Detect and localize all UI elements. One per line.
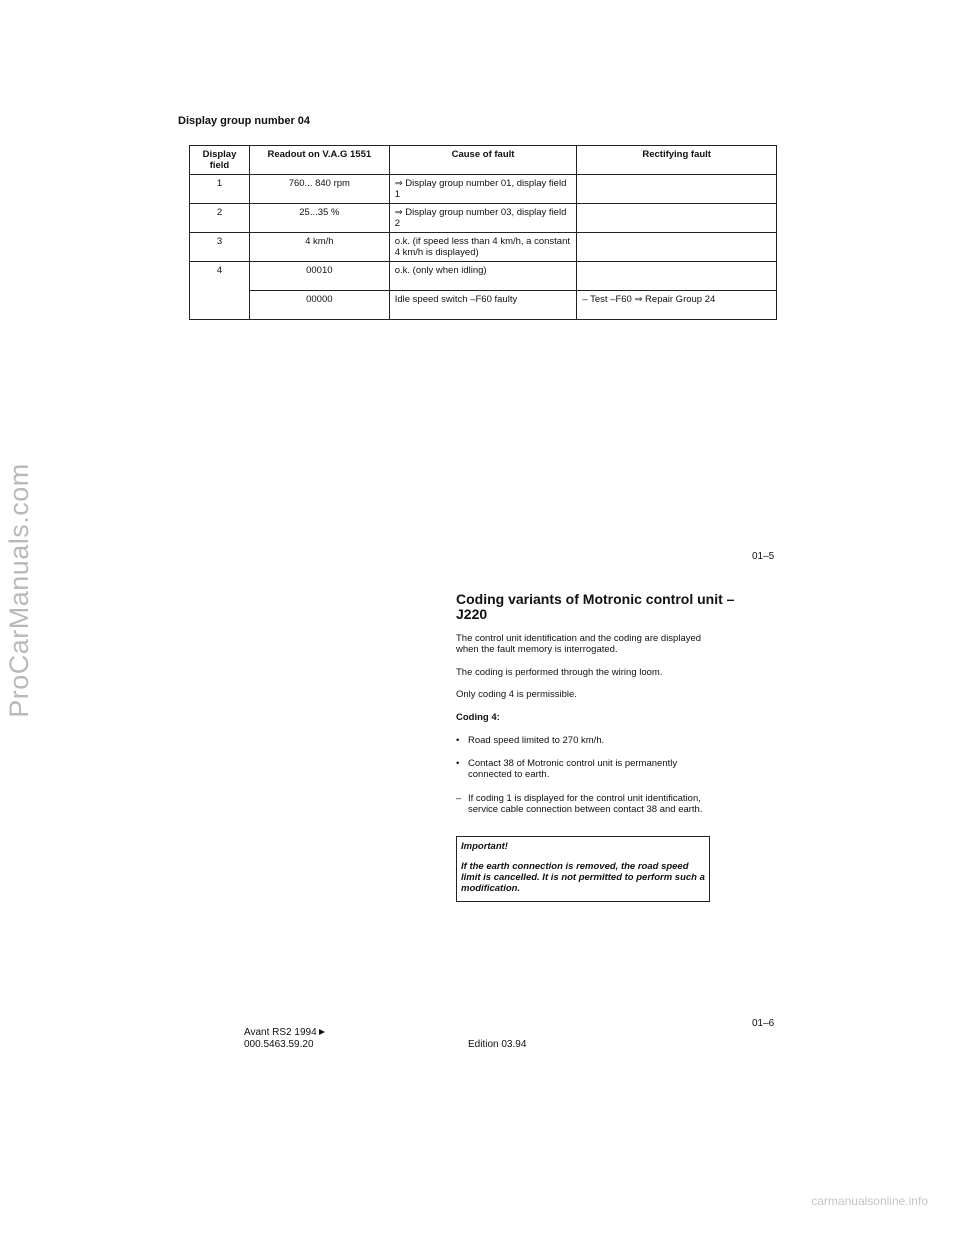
site-watermark: carmanualsonline.info [811, 1194, 928, 1208]
footer-part-number: 000.5463.59.20 [244, 1039, 314, 1050]
cell-readout: 760... 840 rpm [249, 175, 389, 204]
bullet-text: Contact 38 of Motronic control unit is permanently connected to earth. [468, 758, 678, 780]
header-readout: Readout on V.A.G 1551 [249, 146, 389, 175]
dash-icon: – [456, 793, 462, 804]
cell-field: 3 [190, 233, 250, 262]
header-rectifying: Rectifying fault [577, 146, 777, 175]
footer-model-text: Avant RS2 1994 [244, 1027, 317, 1038]
coding-only: Only coding 4 is permissible. [456, 689, 577, 700]
coding-wiring: The coding is performed through the wiring loom. [456, 667, 663, 678]
important-title: Important! [461, 841, 508, 852]
cell-fix [577, 262, 777, 291]
cell-readout: 00000 [249, 291, 389, 320]
cell-fix: – Test –F60 ⇒ Repair Group 24 [577, 291, 777, 320]
bullet-text: Road speed limited to 270 km/h. [468, 735, 605, 746]
cell-fix [577, 233, 777, 262]
cell-readout: 4 km/h [249, 233, 389, 262]
bullet-icon: • [456, 735, 460, 746]
coding-heading: Coding variants of Motronic control unit –J220 [456, 591, 735, 622]
cell-cause: o.k. (only when idling) [389, 262, 577, 291]
dash-text: If coding 1 is displayed for the control unit identification, service cable connection between contact 38 and earth. [468, 793, 703, 815]
bullet-icon: • [456, 758, 460, 769]
page-number-bottom: 01–6 [752, 1018, 775, 1029]
page-number-top: 01–5 [752, 551, 775, 562]
coding-label: Coding 4: [456, 712, 500, 723]
cell-field [190, 291, 250, 320]
coding-intro: The control unit identification and the coding are displayed when the fault memory is interrogated. [456, 633, 702, 655]
coding-dash-item [456, 793, 712, 815]
cell-cause: o.k. (if speed less than 4 km/h, a constant 4 km/h is displayed) [389, 233, 577, 262]
table-row [190, 233, 777, 262]
arrow-right-icon [319, 1029, 325, 1035]
cell-cause: ⇒ Display group number 01, display field 1 [389, 175, 577, 204]
watermark-text: ProCarManuals.com [3, 462, 34, 718]
important-text: If the earth connection is removed, the road speed limit is cancelled. It is not permitted to perform such a modification. [461, 861, 705, 894]
table-row [190, 262, 777, 291]
cell-field: 2 [190, 204, 250, 233]
display-group-title: Display group number 04 [178, 115, 311, 127]
table-row [190, 291, 777, 320]
cell-readout: 25...35 % [249, 204, 389, 233]
table-row [190, 204, 777, 233]
table-header-row [190, 146, 777, 175]
coding-bullet [456, 735, 712, 746]
table-row [190, 175, 777, 204]
fault-table [189, 145, 777, 320]
cell-fix [577, 175, 777, 204]
cell-readout: 00010 [249, 262, 389, 291]
cell-fix [577, 204, 777, 233]
coding-bullet [456, 758, 712, 780]
watermark [2, 330, 36, 850]
header-cause: Cause of fault [389, 146, 577, 175]
cell-cause: ⇒ Display group number 03, display field 2 [389, 204, 577, 233]
footer-edition: Edition 03.94 [468, 1039, 527, 1050]
important-notice [456, 836, 710, 902]
cell-field: 4 [190, 262, 250, 291]
cell-field: 1 [190, 175, 250, 204]
header-display-field: Display field [190, 146, 250, 175]
footer-model [244, 1027, 325, 1039]
cell-cause: Idle speed switch –F60 faulty [389, 291, 577, 320]
